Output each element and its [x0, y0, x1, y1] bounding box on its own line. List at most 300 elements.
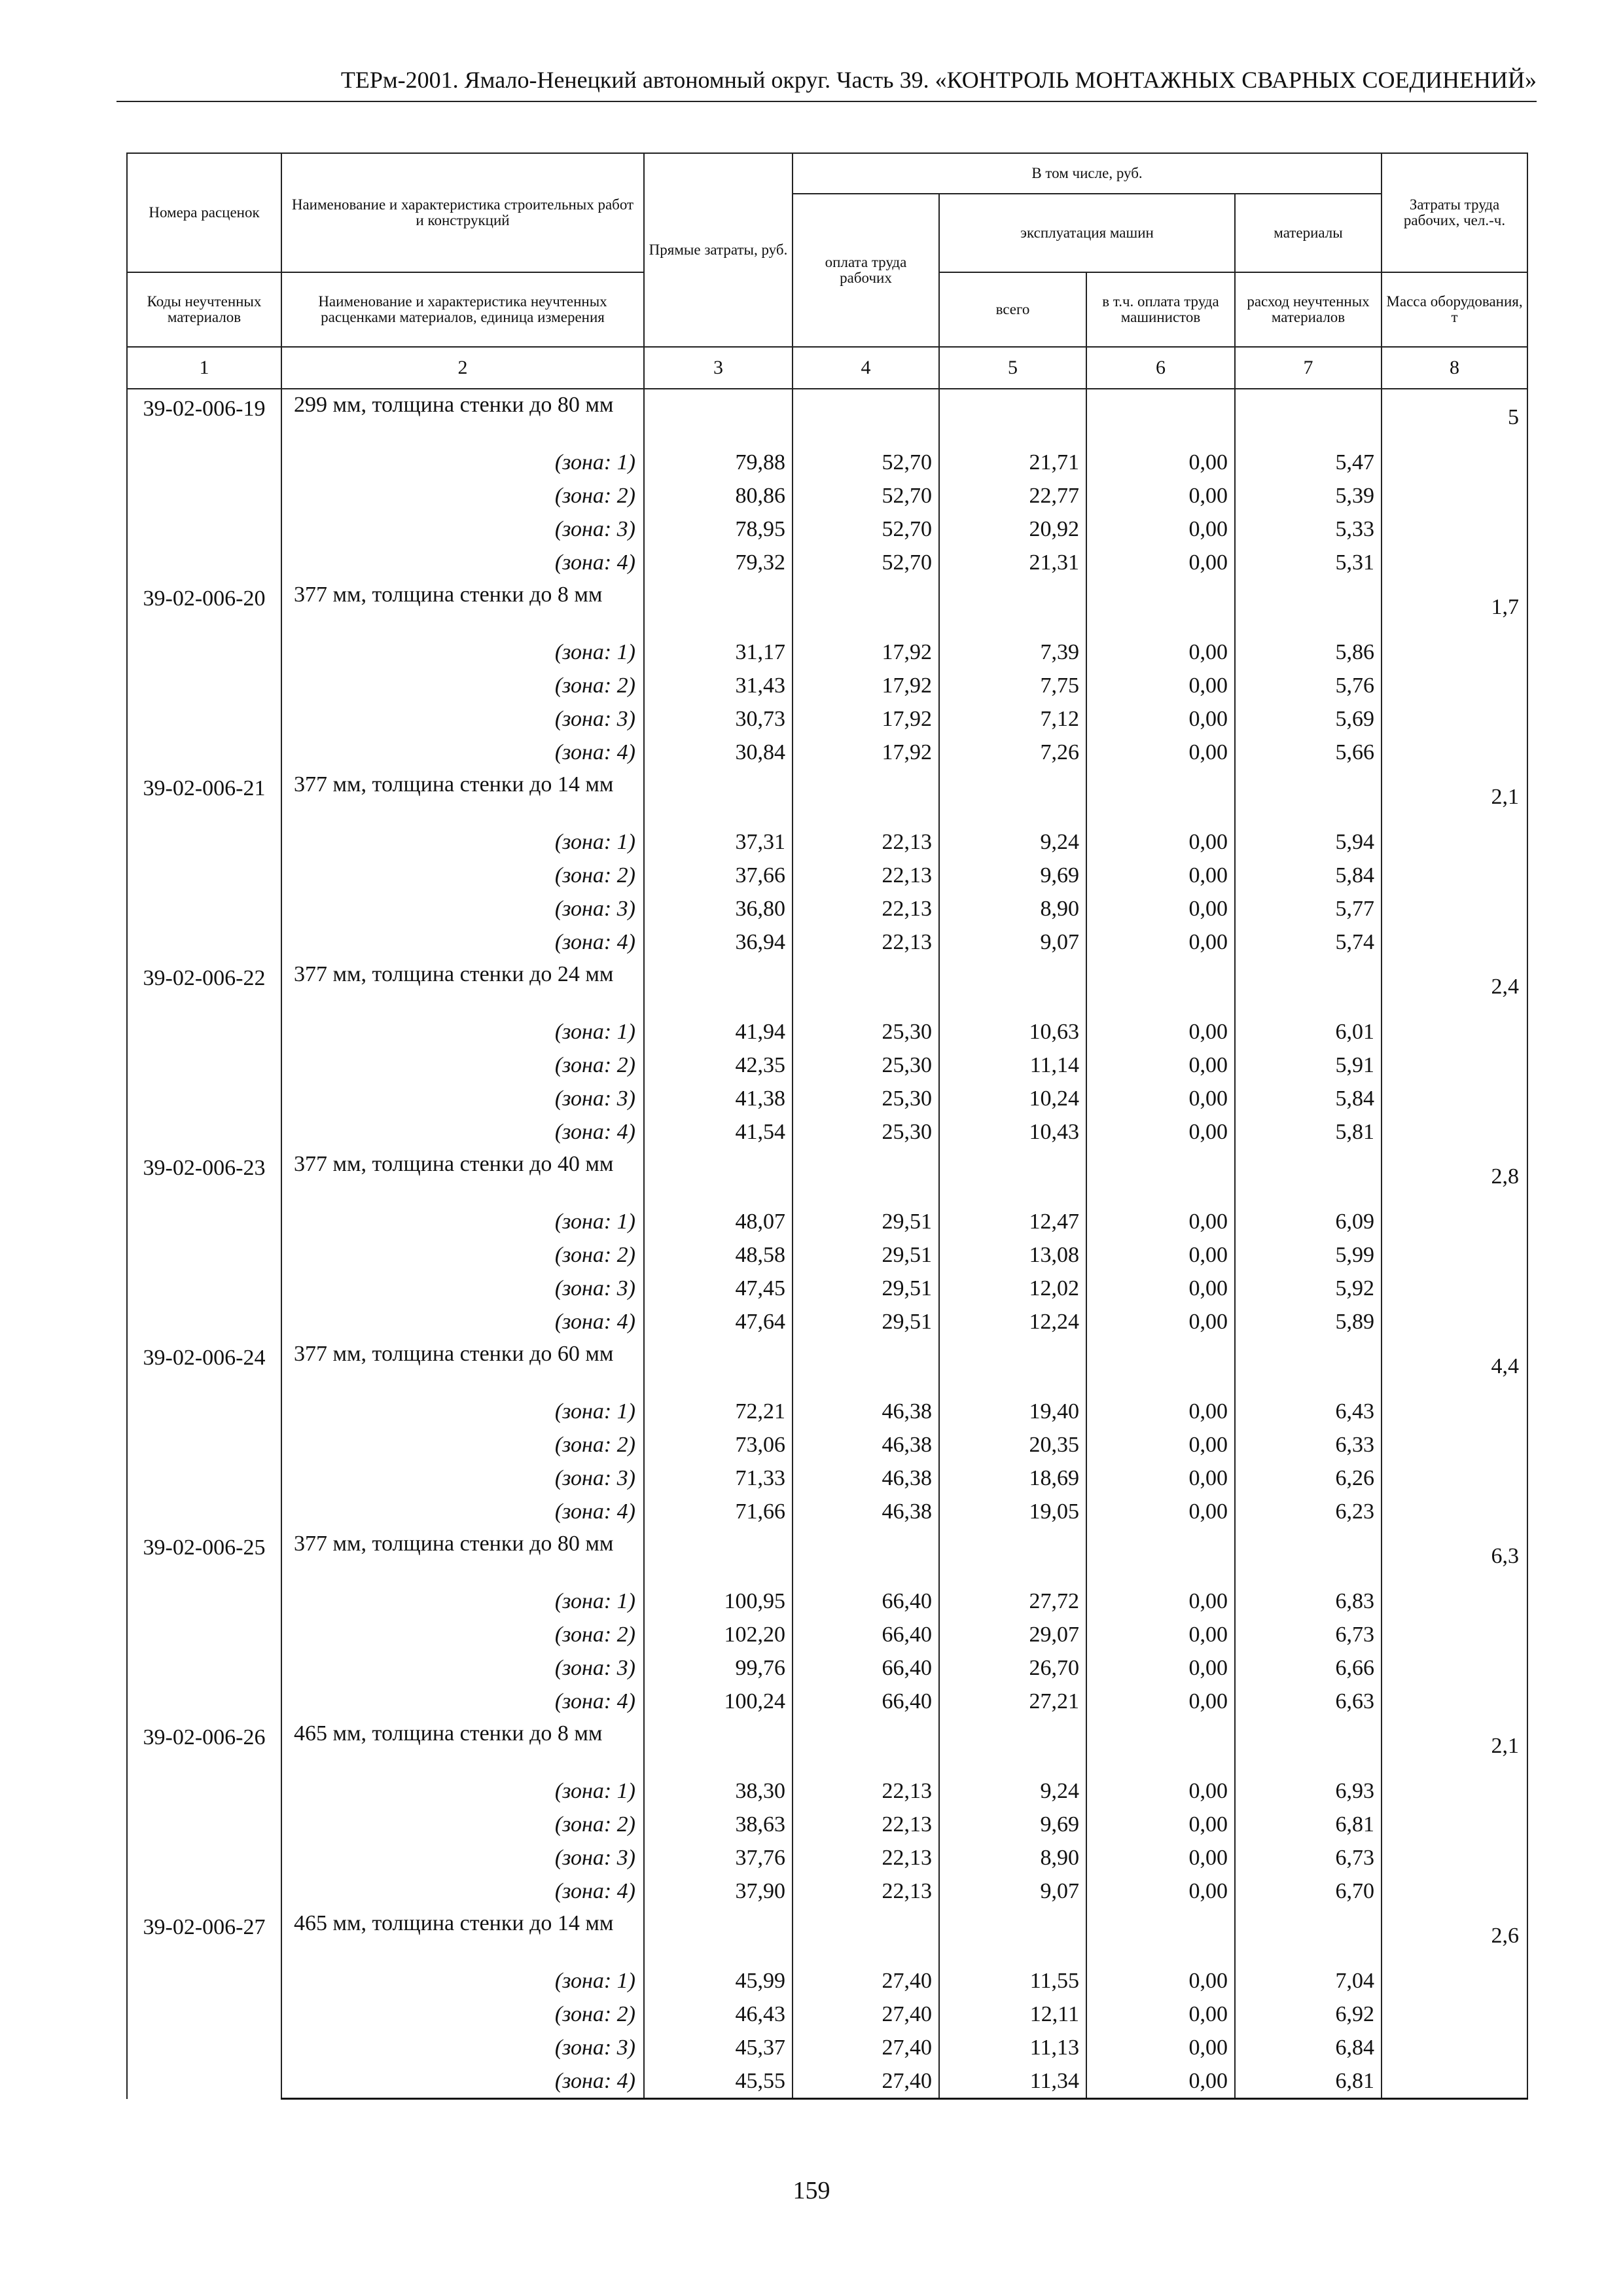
rate-code: 39-02-006-21: [127, 769, 281, 959]
machines-total-value: 27,21: [939, 1685, 1086, 1718]
wages-value: 22,13: [793, 1841, 939, 1874]
zone-label: (зона: 3): [281, 1651, 644, 1685]
machines-total-value: 8,90: [939, 892, 1086, 925]
rate-name: 299 мм, толщина стенки до 80 мм: [281, 389, 644, 446]
zone-label: (зона: 1): [281, 1964, 644, 1998]
machines-total-value: 11,55: [939, 1964, 1086, 1998]
empty-cell: [1382, 1462, 1527, 1495]
materials-value: 5,81: [1235, 1115, 1382, 1149]
table-body: [127, 389, 1527, 2099]
direct-costs-value: 30,84: [644, 736, 793, 769]
materials-value: 6,26: [1235, 1462, 1382, 1495]
empty-cell: [793, 769, 939, 825]
machines-total-value: 10,43: [939, 1115, 1086, 1149]
machinists-wages-value: 0,00: [1086, 1651, 1235, 1685]
wages-value: 29,51: [793, 1205, 939, 1238]
rate-name: 465 мм, толщина стенки до 8 мм: [281, 1718, 644, 1774]
empty-cell: [1382, 546, 1527, 579]
rate-row: [127, 959, 1527, 1015]
rate-name: 377 мм, толщина стенки до 80 мм: [281, 1528, 644, 1585]
empty-cell: [1382, 1774, 1527, 1808]
labor-value: 2,8: [1382, 1149, 1527, 1205]
machinists-wages-value: 0,00: [1086, 1305, 1235, 1338]
empty-cell: [1086, 1908, 1235, 1964]
machines-total-value: 8,90: [939, 1841, 1086, 1874]
wages-value: 46,38: [793, 1428, 939, 1462]
header-material-codes: Коды неучтенных материалов: [127, 272, 281, 347]
empty-cell: [939, 1149, 1086, 1205]
col-number: 7: [1235, 347, 1382, 389]
labor-value: 2,1: [1382, 769, 1527, 825]
materials-value: 6,09: [1235, 1205, 1382, 1238]
wages-value: 29,51: [793, 1272, 939, 1305]
zone-row: [127, 892, 1527, 925]
rate-row: [127, 1338, 1527, 1395]
zone-row: [127, 1774, 1527, 1808]
direct-costs-value: 45,99: [644, 1964, 793, 1998]
header-labor: Затраты труда рабочих, чел.-ч.: [1382, 153, 1527, 272]
direct-costs-value: 46,43: [644, 1998, 793, 2031]
wages-value: 52,70: [793, 512, 939, 546]
materials-value: 5,33: [1235, 512, 1382, 546]
empty-cell: [939, 579, 1086, 636]
zone-row: [127, 1618, 1527, 1651]
empty-cell: [1382, 1618, 1527, 1651]
empty-cell: [1382, 1585, 1527, 1618]
direct-costs-value: 71,66: [644, 1495, 793, 1528]
materials-value: 5,84: [1235, 1082, 1382, 1115]
empty-cell: [1382, 669, 1527, 702]
materials-value: 5,31: [1235, 546, 1382, 579]
empty-cell: [1235, 1718, 1382, 1774]
rate-row: [127, 1908, 1527, 1964]
zone-label: (зона: 2): [281, 1238, 644, 1272]
direct-costs-value: 30,73: [644, 702, 793, 736]
materials-value: 6,73: [1235, 1841, 1382, 1874]
zone-row: [127, 669, 1527, 702]
zone-row: [127, 1585, 1527, 1618]
machines-total-value: 20,35: [939, 1428, 1086, 1462]
wages-value: 27,40: [793, 2031, 939, 2064]
direct-costs-value: 78,95: [644, 512, 793, 546]
empty-cell: [1382, 1015, 1527, 1049]
zone-label: (зона: 1): [281, 1774, 644, 1808]
machines-total-value: 12,24: [939, 1305, 1086, 1338]
materials-value: 6,83: [1235, 1585, 1382, 1618]
empty-cell: [1382, 1205, 1527, 1238]
zone-label: (зона: 2): [281, 859, 644, 892]
direct-costs-value: 41,54: [644, 1115, 793, 1149]
materials-value: 6,66: [1235, 1651, 1382, 1685]
machines-total-value: 7,39: [939, 636, 1086, 669]
empty-cell: [1382, 1998, 1527, 2031]
machines-total-value: 7,12: [939, 702, 1086, 736]
zone-label: (зона: 4): [281, 1305, 644, 1338]
direct-costs-value: 79,32: [644, 546, 793, 579]
col-number: 6: [1086, 347, 1235, 389]
empty-cell: [644, 579, 793, 636]
zone-label: (зона: 4): [281, 925, 644, 959]
direct-costs-value: 72,21: [644, 1395, 793, 1428]
machines-total-value: 9,24: [939, 825, 1086, 859]
direct-costs-value: 100,24: [644, 1685, 793, 1718]
empty-cell: [1235, 1149, 1382, 1205]
machinists-wages-value: 0,00: [1086, 825, 1235, 859]
machines-total-value: 29,07: [939, 1618, 1086, 1651]
empty-cell: [1235, 1908, 1382, 1964]
zone-label: (зона: 3): [281, 1272, 644, 1305]
machines-total-value: 9,07: [939, 1874, 1086, 1908]
direct-costs-value: 31,17: [644, 636, 793, 669]
machines-total-value: 21,31: [939, 546, 1086, 579]
direct-costs-value: 31,43: [644, 669, 793, 702]
machines-total-value: 9,24: [939, 1774, 1086, 1808]
machines-total-value: 12,47: [939, 1205, 1086, 1238]
empty-cell: [1382, 1808, 1527, 1841]
wages-value: 22,13: [793, 892, 939, 925]
direct-costs-value: 102,20: [644, 1618, 793, 1651]
empty-cell: [793, 1908, 939, 1964]
zone-label: (зона: 2): [281, 1049, 644, 1082]
zone-row: [127, 925, 1527, 959]
machinists-wages-value: 0,00: [1086, 1874, 1235, 1908]
materials-value: 5,89: [1235, 1305, 1382, 1338]
direct-costs-value: 45,55: [644, 2064, 793, 2099]
machinists-wages-value: 0,00: [1086, 1998, 1235, 2031]
machinists-wages-value: 0,00: [1086, 446, 1235, 479]
direct-costs-value: 73,06: [644, 1428, 793, 1462]
machinists-wages-value: 0,00: [1086, 1808, 1235, 1841]
empty-cell: [1086, 1149, 1235, 1205]
machinists-wages-value: 0,00: [1086, 1618, 1235, 1651]
labor-value: 5: [1382, 389, 1527, 446]
direct-costs-value: 79,88: [644, 446, 793, 479]
machinists-wages-value: 0,00: [1086, 1462, 1235, 1495]
wages-value: 22,13: [793, 1808, 939, 1841]
empty-cell: [939, 769, 1086, 825]
machinists-wages-value: 0,00: [1086, 2031, 1235, 2064]
empty-cell: [1382, 512, 1527, 546]
header-wages: оплата труда рабочих: [793, 194, 939, 347]
wages-value: 22,13: [793, 859, 939, 892]
direct-costs-value: 48,58: [644, 1238, 793, 1272]
machinists-wages-value: 0,00: [1086, 859, 1235, 892]
zone-label: (зона: 3): [281, 2031, 644, 2064]
zone-row: [127, 1115, 1527, 1149]
rate-code: 39-02-006-27: [127, 1908, 281, 2099]
machinists-wages-value: 0,00: [1086, 669, 1235, 702]
empty-cell: [644, 959, 793, 1015]
empty-cell: [1382, 479, 1527, 512]
empty-cell: [1382, 1272, 1527, 1305]
machines-total-value: 12,02: [939, 1272, 1086, 1305]
rate-row: [127, 389, 1527, 446]
zone-label: (зона: 3): [281, 1082, 644, 1115]
empty-cell: [1382, 1395, 1527, 1428]
direct-costs-value: 38,63: [644, 1808, 793, 1841]
rate-name: 377 мм, толщина стенки до 60 мм: [281, 1338, 644, 1395]
col-number: 3: [644, 347, 793, 389]
rate-name: 377 мм, толщина стенки до 24 мм: [281, 959, 644, 1015]
machinists-wages-value: 0,00: [1086, 1495, 1235, 1528]
empty-cell: [644, 1338, 793, 1395]
zone-row: [127, 1685, 1527, 1718]
zone-label: (зона: 4): [281, 1685, 644, 1718]
machines-total-value: 7,26: [939, 736, 1086, 769]
direct-costs-value: 37,76: [644, 1841, 793, 1874]
zone-row: [127, 1395, 1527, 1428]
zone-label: (зона: 3): [281, 892, 644, 925]
direct-costs-value: 48,07: [644, 1205, 793, 1238]
empty-cell: [1235, 579, 1382, 636]
empty-cell: [1382, 892, 1527, 925]
col-number: 5: [939, 347, 1086, 389]
empty-cell: [644, 1149, 793, 1205]
machinists-wages-value: 0,00: [1086, 2064, 1235, 2099]
empty-cell: [793, 389, 939, 446]
zone-label: (зона: 2): [281, 479, 644, 512]
zone-label: (зона: 3): [281, 1462, 644, 1495]
wages-value: 52,70: [793, 479, 939, 512]
header-equipment-mass: Масса оборудования, т: [1382, 272, 1527, 347]
materials-value: 5,99: [1235, 1238, 1382, 1272]
zone-row: [127, 1808, 1527, 1841]
wages-value: 25,30: [793, 1049, 939, 1082]
machines-total-value: 9,07: [939, 925, 1086, 959]
empty-cell: [1235, 389, 1382, 446]
zone-row: [127, 1651, 1527, 1685]
machinists-wages-value: 0,00: [1086, 1685, 1235, 1718]
wages-value: 66,40: [793, 1651, 939, 1685]
rate-row: [127, 769, 1527, 825]
zone-row: [127, 1428, 1527, 1462]
empty-cell: [793, 1149, 939, 1205]
direct-costs-value: 41,38: [644, 1082, 793, 1115]
direct-costs-value: 80,86: [644, 479, 793, 512]
zone-row: [127, 479, 1527, 512]
machinists-wages-value: 0,00: [1086, 1015, 1235, 1049]
zone-row: [127, 1205, 1527, 1238]
rate-code: 39-02-006-23: [127, 1149, 281, 1338]
zone-label: (зона: 2): [281, 1998, 644, 2031]
empty-cell: [939, 389, 1086, 446]
header-machines: эксплуатация машин: [939, 194, 1235, 272]
machinists-wages-value: 0,00: [1086, 702, 1235, 736]
empty-cell: [644, 1718, 793, 1774]
rate-code: 39-02-006-26: [127, 1718, 281, 1908]
zone-label: (зона: 1): [281, 1395, 644, 1428]
wages-value: 22,13: [793, 925, 939, 959]
wages-value: 29,51: [793, 1305, 939, 1338]
empty-cell: [1086, 1718, 1235, 1774]
machinists-wages-value: 0,00: [1086, 1115, 1235, 1149]
labor-value: 2,4: [1382, 959, 1527, 1015]
empty-cell: [1086, 389, 1235, 446]
zone-label: (зона: 1): [281, 1205, 644, 1238]
zone-label: (зона: 4): [281, 1874, 644, 1908]
empty-cell: [939, 1718, 1086, 1774]
materials-value: 5,92: [1235, 1272, 1382, 1305]
empty-cell: [939, 1528, 1086, 1585]
empty-cell: [1235, 1338, 1382, 1395]
direct-costs-value: 47,64: [644, 1305, 793, 1338]
empty-cell: [939, 1338, 1086, 1395]
materials-value: 6,70: [1235, 1874, 1382, 1908]
machinists-wages-value: 0,00: [1086, 1841, 1235, 1874]
rate-name: 377 мм, толщина стенки до 8 мм: [281, 579, 644, 636]
zone-row: [127, 636, 1527, 669]
materials-value: 5,74: [1235, 925, 1382, 959]
empty-cell: [644, 1908, 793, 1964]
empty-cell: [1382, 1964, 1527, 1998]
labor-value: 2,1: [1382, 1718, 1527, 1774]
machines-total-value: 10,24: [939, 1082, 1086, 1115]
labor-value: 1,7: [1382, 579, 1527, 636]
materials-value: 5,84: [1235, 859, 1382, 892]
materials-value: 6,81: [1235, 1808, 1382, 1841]
zone-row: [127, 1272, 1527, 1305]
zone-row: [127, 1462, 1527, 1495]
empty-cell: [793, 579, 939, 636]
empty-cell: [1382, 1049, 1527, 1082]
zone-label: (зона: 4): [281, 736, 644, 769]
materials-value: 5,86: [1235, 636, 1382, 669]
machinists-wages-value: 0,00: [1086, 1205, 1235, 1238]
zone-row: [127, 512, 1527, 546]
direct-costs-value: 38,30: [644, 1774, 793, 1808]
machines-total-value: 21,71: [939, 446, 1086, 479]
machinists-wages-value: 0,00: [1086, 479, 1235, 512]
machines-total-value: 10,63: [939, 1015, 1086, 1049]
direct-costs-value: 37,31: [644, 825, 793, 859]
zone-row: [127, 1874, 1527, 1908]
empty-cell: [1382, 2064, 1527, 2099]
wages-value: 22,13: [793, 825, 939, 859]
header-rate-number: Номера расценок: [127, 153, 281, 272]
direct-costs-value: 71,33: [644, 1462, 793, 1495]
empty-cell: [1382, 825, 1527, 859]
running-header: ТЕРм-2001. Ямало-Ненецкий автономный округ. Часть 39. «КОНТРОЛЬ МОНТАЖНЫХ СВАРНЫХ СОЕДИНЕНИЙ»: [116, 65, 1537, 102]
zone-row: [127, 736, 1527, 769]
rate-row: [127, 579, 1527, 636]
materials-value: 5,94: [1235, 825, 1382, 859]
zone-label: (зона: 4): [281, 2064, 644, 2099]
header-work-name: Наименование и характеристика строительных работ и конструкций: [281, 153, 644, 272]
empty-cell: [1382, 1428, 1527, 1462]
col-number: 2: [281, 347, 644, 389]
header-materials: материалы: [1235, 194, 1382, 272]
header-machinists-wages: в т.ч. оплата труда машинистов: [1086, 272, 1235, 347]
zone-label: (зона: 1): [281, 825, 644, 859]
wages-value: 46,38: [793, 1495, 939, 1528]
machinists-wages-value: 0,00: [1086, 1585, 1235, 1618]
wages-value: 52,70: [793, 446, 939, 479]
table-head: [127, 153, 1527, 389]
zone-row: [127, 1082, 1527, 1115]
direct-costs-value: 37,90: [644, 1874, 793, 1908]
materials-value: 6,92: [1235, 1998, 1382, 2031]
wages-value: 46,38: [793, 1395, 939, 1428]
machines-total-value: 19,05: [939, 1495, 1086, 1528]
col-number: 1: [127, 347, 281, 389]
empty-cell: [1086, 959, 1235, 1015]
zone-label: (зона: 4): [281, 1115, 644, 1149]
wages-value: 27,40: [793, 2064, 939, 2099]
empty-cell: [793, 959, 939, 1015]
zone-label: (зона: 3): [281, 702, 644, 736]
wages-value: 22,13: [793, 1774, 939, 1808]
empty-cell: [1086, 1528, 1235, 1585]
labor-value: 2,6: [1382, 1908, 1527, 1964]
zone-label: (зона: 2): [281, 1808, 644, 1841]
wages-value: 25,30: [793, 1115, 939, 1149]
zone-label: (зона: 2): [281, 669, 644, 702]
empty-cell: [1382, 859, 1527, 892]
wages-value: 52,70: [793, 546, 939, 579]
price-table: [126, 152, 1528, 2100]
empty-cell: [1382, 1841, 1527, 1874]
zone-row: [127, 825, 1527, 859]
empty-cell: [1382, 1874, 1527, 1908]
materials-value: 6,01: [1235, 1015, 1382, 1049]
materials-value: 6,73: [1235, 1618, 1382, 1651]
wages-value: 17,92: [793, 736, 939, 769]
zone-row: [127, 1964, 1527, 1998]
wages-value: 17,92: [793, 669, 939, 702]
wages-value: 29,51: [793, 1238, 939, 1272]
header-materials-unaccounted: расход неучтенных материалов: [1235, 272, 1382, 347]
zone-row: [127, 1238, 1527, 1272]
empty-cell: [1382, 2031, 1527, 2064]
machinists-wages-value: 0,00: [1086, 925, 1235, 959]
col-number: 8: [1382, 347, 1527, 389]
rate-row: [127, 1149, 1527, 1205]
empty-cell: [793, 1718, 939, 1774]
machines-total-value: 20,92: [939, 512, 1086, 546]
empty-cell: [1382, 1651, 1527, 1685]
empty-cell: [1086, 1338, 1235, 1395]
zone-label: (зона: 1): [281, 636, 644, 669]
zone-row: [127, 2064, 1527, 2099]
machines-total-value: 9,69: [939, 1808, 1086, 1841]
machinists-wages-value: 0,00: [1086, 1238, 1235, 1272]
materials-value: 6,23: [1235, 1495, 1382, 1528]
materials-value: 5,91: [1235, 1049, 1382, 1082]
empty-cell: [1382, 1082, 1527, 1115]
machinists-wages-value: 0,00: [1086, 1082, 1235, 1115]
zone-row: [127, 702, 1527, 736]
zone-row: [127, 1049, 1527, 1082]
machinists-wages-value: 0,00: [1086, 736, 1235, 769]
empty-cell: [644, 389, 793, 446]
header-including: В том числе, руб.: [793, 153, 1382, 194]
rate-code: 39-02-006-20: [127, 579, 281, 769]
labor-value: 4,4: [1382, 1338, 1527, 1395]
empty-cell: [1382, 1115, 1527, 1149]
direct-costs-value: 45,37: [644, 2031, 793, 2064]
wages-value: 27,40: [793, 1998, 939, 2031]
direct-costs-value: 41,94: [644, 1015, 793, 1049]
zone-row: [127, 1305, 1527, 1338]
zone-label: (зона: 1): [281, 1015, 644, 1049]
wages-value: 25,30: [793, 1082, 939, 1115]
machinists-wages-value: 0,00: [1086, 1395, 1235, 1428]
empty-cell: [1382, 736, 1527, 769]
col-number: 4: [793, 347, 939, 389]
materials-value: 6,43: [1235, 1395, 1382, 1428]
rate-row: [127, 1718, 1527, 1774]
empty-cell: [644, 1528, 793, 1585]
